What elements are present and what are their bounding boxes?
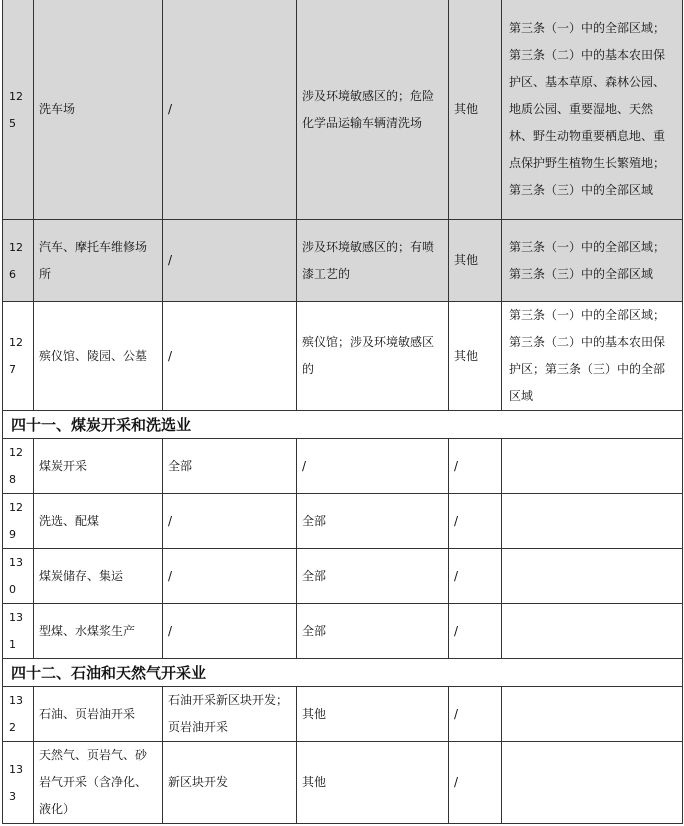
registration-form-condition: / bbox=[449, 549, 502, 604]
report-book-condition: / bbox=[163, 549, 297, 604]
report-form-condition: 涉及环境敏感区的；有喷漆工艺的 bbox=[297, 220, 449, 302]
sensitive-area-scope bbox=[502, 549, 683, 604]
report-form-condition: 全部 bbox=[297, 549, 449, 604]
report-form-condition: / bbox=[297, 439, 449, 494]
table-row bbox=[3, 549, 683, 604]
row-number: 133 bbox=[3, 742, 34, 824]
report-book-condition: 全部 bbox=[163, 439, 297, 494]
row-number: 128 bbox=[3, 439, 34, 494]
table-row bbox=[3, 687, 683, 742]
report-form-condition: 涉及环境敏感区的；危险化学品运输车辆清洗场 bbox=[297, 0, 449, 220]
table-row bbox=[3, 604, 683, 659]
report-form-condition: 其他 bbox=[297, 742, 449, 824]
report-book-condition: / bbox=[163, 604, 297, 659]
table-row bbox=[3, 494, 683, 549]
section-title: 四十二、石油和天然气开采业 bbox=[3, 659, 683, 687]
sensitive-area-scope: 第三条（一）中的全部区域；第三条（三）中的全部区域 bbox=[502, 220, 683, 302]
report-form-condition: 全部 bbox=[297, 604, 449, 659]
project-category: 天然气、页岩气、砂岩气开采（含净化、液化） bbox=[34, 742, 163, 824]
project-category: 殡仪馆、陵园、公墓 bbox=[34, 302, 163, 411]
registration-form-condition: / bbox=[449, 439, 502, 494]
project-category: 型煤、水煤浆生产 bbox=[34, 604, 163, 659]
registration-form-condition: / bbox=[449, 604, 502, 659]
table-row bbox=[3, 0, 683, 220]
table-row bbox=[3, 439, 683, 494]
section-header bbox=[3, 411, 683, 439]
row-number: 131 bbox=[3, 604, 34, 659]
report-form-condition: 全部 bbox=[297, 494, 449, 549]
project-category: 汽车、摩托车维修场所 bbox=[34, 220, 163, 302]
project-category: 洗车场 bbox=[34, 0, 163, 220]
sensitive-area-scope bbox=[502, 494, 683, 549]
sensitive-area-scope: 第三条（一）中的全部区域；第三条（二）中的基本农田保护区、基本草原、森林公园、地质公园、重要湿地、天然林、野生动物重要栖息地、重点保护野生植物生长繁殖地；第三条（三）中的全部区域 bbox=[502, 0, 683, 220]
report-book-condition: / bbox=[163, 0, 297, 220]
registration-form-condition: 其他 bbox=[449, 220, 502, 302]
section-header bbox=[3, 659, 683, 687]
registration-form-condition: 其他 bbox=[449, 0, 502, 220]
table-row bbox=[3, 302, 683, 411]
project-category: 煤炭开采 bbox=[34, 439, 163, 494]
registration-form-condition: / bbox=[449, 742, 502, 824]
sensitive-area-scope bbox=[502, 742, 683, 824]
section-title: 四十一、煤炭开采和洗选业 bbox=[3, 411, 683, 439]
registration-form-condition: / bbox=[449, 687, 502, 742]
registration-form-condition: 其他 bbox=[449, 302, 502, 411]
report-book-condition: / bbox=[163, 494, 297, 549]
row-number: 130 bbox=[3, 549, 34, 604]
table-row bbox=[3, 742, 683, 824]
row-number: 125 bbox=[3, 0, 34, 220]
sensitive-area-scope bbox=[502, 439, 683, 494]
report-book-condition: / bbox=[163, 220, 297, 302]
eia-classification-table bbox=[2, 0, 683, 824]
report-book-condition: 石油开采新区块开发；页岩油开采 bbox=[163, 687, 297, 742]
sensitive-area-scope: 第三条（一）中的全部区域；第三条（二）中的基本农田保护区；第三条（三）中的全部区域 bbox=[502, 302, 683, 411]
report-book-condition: 新区块开发 bbox=[163, 742, 297, 824]
report-form-condition: 其他 bbox=[297, 687, 449, 742]
row-number: 129 bbox=[3, 494, 34, 549]
table-row bbox=[3, 220, 683, 302]
report-book-condition: / bbox=[163, 302, 297, 411]
project-category: 石油、页岩油开采 bbox=[34, 687, 163, 742]
sensitive-area-scope bbox=[502, 604, 683, 659]
sensitive-area-scope bbox=[502, 687, 683, 742]
registration-form-condition: / bbox=[449, 494, 502, 549]
row-number: 132 bbox=[3, 687, 34, 742]
report-form-condition: 殡仪馆；涉及环境敏感区的 bbox=[297, 302, 449, 411]
project-category: 煤炭储存、集运 bbox=[34, 549, 163, 604]
project-category: 洗选、配煤 bbox=[34, 494, 163, 549]
row-number: 126 bbox=[3, 220, 34, 302]
row-number: 127 bbox=[3, 302, 34, 411]
